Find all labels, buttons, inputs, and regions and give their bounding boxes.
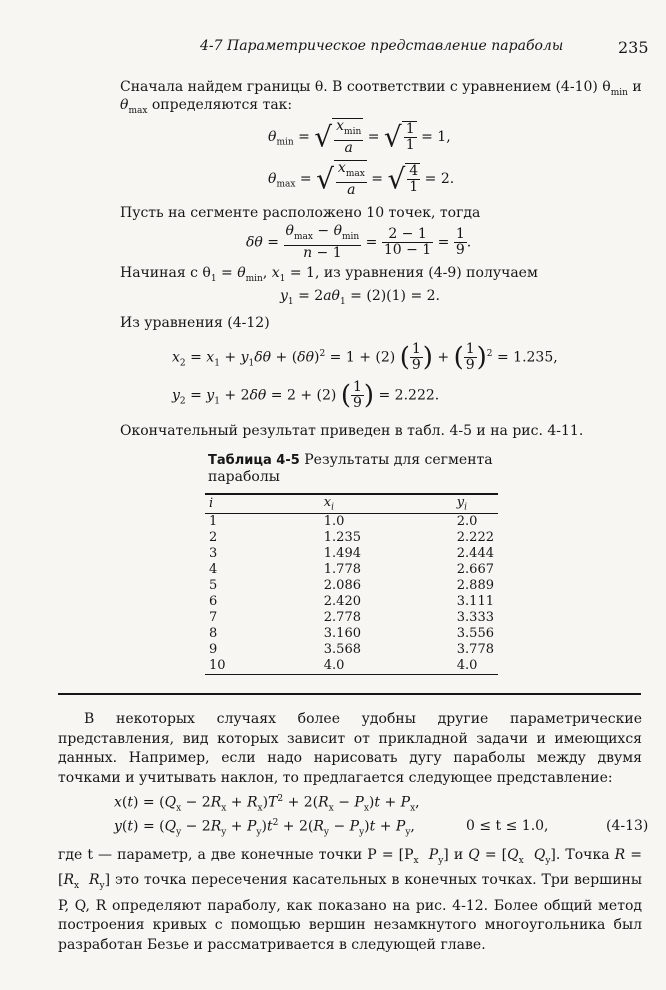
cell: 3: [209, 545, 218, 561]
cell: 2.0: [456, 513, 478, 529]
table-header-row: [205, 494, 498, 513]
cell: 1.0: [323, 513, 345, 529]
cell: 2.444: [456, 545, 494, 561]
cell: 4.0: [456, 657, 478, 673]
cell: 9: [209, 641, 218, 657]
table-row: [205, 578, 498, 594]
equation-theta-min: $\theta_{min}$ = √ $\frac{x_{min}}{a}$ = √ $\frac{1}{1}$ = 1,: [268, 118, 451, 156]
table-row: [205, 594, 498, 610]
cell: 2.222: [456, 529, 494, 545]
running-header: 4-7 Параметрическое представление параболы: [200, 38, 564, 54]
equation-delta-theta: δθ = $\frac{\theta_{max} - \theta_{min}}{n - 1}$ = $\frac{2 - 1}{10 - 1}$ = $\frac{1}{9}$ .: [246, 223, 472, 261]
cell: 2.667: [456, 561, 494, 577]
col-header-i: i: [209, 496, 214, 512]
cell: 1.778: [323, 561, 361, 577]
cell: 4: [209, 561, 218, 577]
cell: 3.111: [456, 593, 494, 609]
cell: 3.568: [323, 641, 361, 657]
col-header-y: $y_i$: [456, 495, 468, 513]
paragraph-closing: где t — параметр, а две конечные точки $P = [P_x$ $P_y$] и $Q = [Q_x$ $Q_y$]. Точка $R = [R_x$ $R_y$] это точка пересечения касательных в конечных точках. Три вершины P, Q, R определяют параболу, как показано на рис. 4-12. Более общий метод построения кривых с помощью вершин незамкнутого многоугольника был разработан Безье и рассматривается в следующей главе.: [58, 847, 642, 953]
table-row: [205, 530, 498, 546]
cell: 1.235: [323, 529, 361, 545]
table-row: [205, 658, 498, 675]
paragraph-intro: В некоторых случаях более удобны другие параметрические представления, вид которых зависит от прикладной задачи и имеющихся данных. Например, если надо нарисовать дугу параболы между двумя точками и учитывать наклон, то предлагается следующее представление:: [58, 711, 642, 786]
table-row: [205, 513, 498, 530]
cell: 6: [209, 593, 218, 609]
cell: 2.778: [323, 609, 361, 625]
equation-xt: $x(t) = (Q_x - 2R_x + R_x)T^2 + 2(R_x - P_x)t + P_x$,: [114, 794, 420, 814]
cell: 8: [209, 625, 218, 641]
equation-x2: $x_2 = x_1 + y_1\delta\theta + (\delta\theta)^2 = 1 + (2)$ ( $\frac{1}{9}$ ) + ( $\frac{1}{9}$ )$^2$ = 1.235,: [172, 341, 558, 373]
equation-theta-max: $\theta_{max}$ = √ $\frac{x_{max}}{a}$ = √ $\frac{4}{1}$ = 2.: [268, 160, 455, 198]
cell: 3.778: [456, 641, 494, 657]
table-row: [205, 626, 498, 642]
equation-number: (4-13): [606, 818, 649, 834]
text-line: $\theta_{max}$ определяются так:: [120, 97, 293, 116]
col-header-x: $x_i$: [323, 495, 334, 513]
text-line: Из уравнения (4-12): [120, 315, 270, 331]
cell: 5: [209, 577, 218, 593]
table-row: [205, 642, 498, 658]
cell: 3.333: [456, 609, 494, 625]
cell: 2.420: [323, 593, 361, 609]
cell: 2: [209, 529, 218, 545]
table-row: [205, 562, 498, 578]
equation-yt: $y(t) = (Q_y - 2R_y + P_y)t^2 + 2(R_y - P_y)t + P_y$,: [114, 818, 415, 838]
results-table: [205, 493, 498, 675]
table-row: [205, 546, 498, 562]
cell: 1: [209, 513, 218, 529]
table-caption: Таблица 4-5 Результаты для сегмента параболы: [208, 452, 493, 485]
section-divider: [58, 693, 641, 695]
text-line: Пусть на сегменте расположено 10 точек, тогда: [120, 205, 481, 221]
cell: 3.160: [323, 625, 361, 641]
cell: 10: [209, 657, 226, 673]
equation-y1: $y_1 = 2a\theta_1 = (2)(1) = 2$.: [280, 288, 441, 307]
cell: 3.556: [456, 625, 494, 641]
page-number: 235: [618, 38, 649, 57]
cell: 4.0: [323, 657, 345, 673]
table-row: [205, 610, 498, 626]
text-line: Начиная с $\theta_1 = \theta_{min}$, $x_1 = 1$, из уравнения (4-9) получаем: [120, 265, 538, 284]
cell: 1.494: [323, 545, 361, 561]
cell: 2.889: [456, 577, 494, 593]
text-line: Сначала найдем границы θ. В соответствии с уравнением (4-10) $\theta_{min}$ и: [120, 79, 642, 98]
equation-y2: $y_2 = y_1 + 2\delta\theta = 2 + (2)$ ( $\frac{1}{9}$ ) = 2.222.: [172, 379, 440, 411]
cell: 7: [209, 609, 218, 625]
text-line: Окончательный результат приведен в табл. 4-5 и на рис. 4-11.: [120, 423, 584, 439]
cell: 2.086: [323, 577, 361, 593]
equation-range: 0 ≤ t ≤ 1.0,: [466, 818, 549, 834]
